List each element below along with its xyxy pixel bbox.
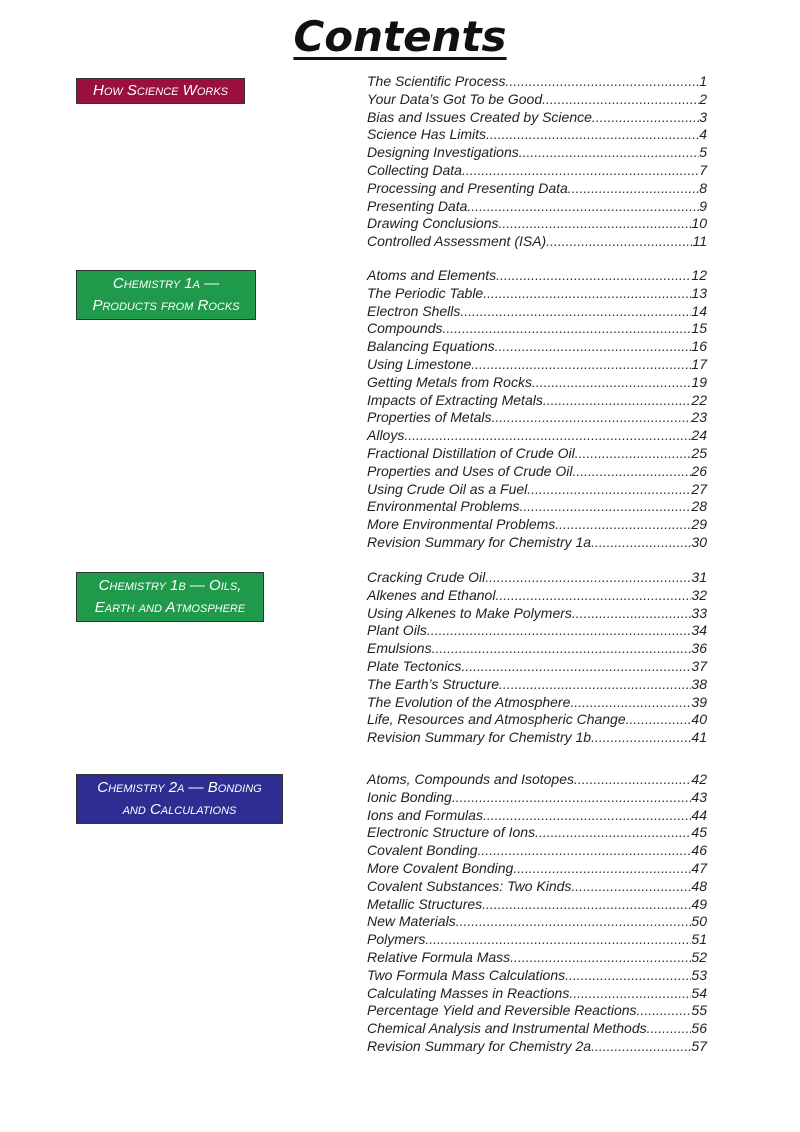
toc-entry-title: Two Formula Mass Calculations	[367, 966, 566, 983]
toc-entry-title: Drawing Conclusions	[367, 215, 499, 232]
dot-leader	[647, 1020, 692, 1038]
toc-entry-page: 41	[691, 729, 707, 746]
toc-entry[interactable]	[367, 144, 707, 162]
toc-entry-page: 54	[691, 984, 707, 1001]
toc-entry[interactable]	[367, 73, 707, 91]
toc-entry[interactable]	[367, 896, 707, 914]
toc-entry[interactable]	[367, 658, 707, 676]
dot-leader	[513, 860, 691, 878]
toc-entry-title: The Periodic Table	[367, 284, 484, 301]
toc-entry-title: Fractional Distillation of Crude Oil	[367, 444, 575, 461]
dot-leader	[460, 303, 691, 321]
dot-leader	[520, 498, 692, 516]
toc-entry[interactable]	[367, 931, 707, 949]
toc-entry[interactable]	[367, 534, 707, 552]
dot-leader	[572, 605, 692, 623]
section-heading-line: Earth and Atmosphere	[94, 599, 246, 616]
toc-entry[interactable]	[367, 233, 707, 251]
toc-entry[interactable]	[367, 967, 707, 985]
toc-entry-page: 48	[691, 877, 707, 894]
toc-entry-page: 23	[691, 409, 707, 426]
dot-leader	[483, 807, 691, 825]
toc-entry-title: Presenting Data	[367, 197, 468, 214]
dot-leader	[427, 622, 692, 640]
dot-leader	[495, 338, 692, 356]
dot-leader	[571, 878, 691, 896]
toc-entry-page: 25	[691, 444, 707, 461]
toc-entry-page: 40	[691, 711, 707, 728]
toc-entry-page: 38	[691, 675, 707, 692]
dot-leader	[456, 913, 692, 931]
toc-entry[interactable]	[367, 215, 707, 233]
toc-entry-title: Metallic Structures	[367, 895, 483, 912]
toc-entry[interactable]	[367, 985, 707, 1003]
toc-entry[interactable]	[367, 605, 707, 623]
toc-entry[interactable]	[367, 807, 707, 825]
dot-leader	[495, 587, 691, 605]
toc-entry[interactable]	[367, 824, 707, 842]
dot-leader	[471, 356, 691, 374]
dot-leader	[486, 126, 699, 144]
toc-entry-page: 36	[691, 640, 707, 657]
toc-entry-page: 29	[691, 516, 707, 533]
toc-entry[interactable]	[367, 587, 707, 605]
dot-leader	[485, 569, 691, 587]
toc-entry-title: Designing Investigations	[367, 144, 519, 161]
toc-entry-page: 14	[691, 302, 707, 319]
toc-entry[interactable]	[367, 356, 707, 374]
toc-entry-title: Relative Formula Mass	[367, 948, 511, 965]
toc-entry-page: 30	[691, 533, 707, 550]
dot-leader	[483, 285, 691, 303]
dot-leader	[568, 180, 699, 198]
page-title-text: Contents	[293, 12, 507, 61]
dot-leader	[535, 824, 691, 842]
toc-entry-title: Science Has Limits	[367, 126, 487, 143]
toc-entry-title: Polymers	[367, 931, 426, 948]
toc-entry-title: Covalent Bonding	[367, 842, 478, 859]
toc-entry-page: 4	[699, 126, 707, 143]
dot-leader	[546, 233, 692, 251]
toc-entry[interactable]	[367, 1020, 707, 1038]
toc-entry[interactable]	[367, 285, 707, 303]
section-heading-line: and Calculations	[122, 801, 237, 818]
toc-entry-title: Impacts of Extracting Metals	[367, 391, 543, 408]
toc-entry[interactable]	[367, 729, 707, 747]
toc-entry[interactable]	[367, 338, 707, 356]
toc-entry[interactable]	[367, 949, 707, 967]
toc-entry-page: 12	[691, 267, 707, 283]
toc-entry-title: Alkenes and Ethanol	[367, 586, 496, 603]
dot-leader	[570, 694, 691, 712]
toc-entry[interactable]	[367, 109, 707, 127]
toc-entry-page: 2	[699, 90, 707, 107]
toc-entry[interactable]	[367, 789, 707, 807]
toc-entry[interactable]	[367, 392, 707, 410]
toc-list-how-science-works	[367, 73, 707, 251]
toc-entry-page: 57	[691, 1037, 707, 1054]
dot-leader	[591, 729, 691, 747]
toc-entry-page: 10	[691, 215, 707, 232]
section-heading-line: Chemistry 1b — Oils,	[98, 577, 242, 594]
toc-entry-title: Plate Tectonics	[367, 657, 462, 674]
dot-leader	[510, 949, 691, 967]
toc-entry-title: More Environmental Problems	[367, 516, 556, 533]
toc-entry-title: Revision Summary for Chemistry 1a	[367, 533, 592, 550]
dot-leader	[555, 516, 691, 534]
toc-entry-page: 26	[691, 462, 707, 479]
toc-entry-title: Chemical Analysis and Instrumental Methods	[367, 1020, 647, 1037]
dot-leader	[637, 1002, 692, 1020]
toc-entry-page: 3	[699, 108, 707, 125]
toc-entry-title: Emulsions	[367, 640, 432, 657]
toc-entry[interactable]	[367, 463, 707, 481]
toc-entry-title: Ions and Formulas	[367, 806, 483, 823]
toc-entry-page: 27	[691, 480, 707, 497]
toc-entry-page: 52	[691, 948, 707, 965]
dot-leader	[506, 73, 700, 91]
toc-entry-title: Revision Summary for Chemistry 2a	[367, 1037, 592, 1054]
toc-entry-title: The Scientific Process	[367, 73, 506, 89]
toc-entry-title: Using Alkenes to Make Polymers	[367, 604, 572, 621]
toc-entry[interactable]	[367, 91, 707, 109]
dot-leader	[462, 162, 699, 180]
toc-entry-page: 37	[691, 657, 707, 674]
toc-entry-page: 22	[691, 391, 707, 408]
toc-entry[interactable]	[367, 640, 707, 658]
toc-entry[interactable]	[367, 842, 707, 860]
toc-entry-title: Electronic Structure of Ions	[367, 824, 536, 841]
toc-entry[interactable]	[367, 180, 707, 198]
toc-entry[interactable]	[367, 622, 707, 640]
dot-leader	[443, 320, 692, 338]
toc-entry-title: Getting Metals from Rocks	[367, 373, 532, 390]
dot-leader	[532, 374, 691, 392]
toc-entry[interactable]	[367, 860, 707, 878]
toc-entry-title: Plant Oils	[367, 622, 427, 639]
dot-leader	[492, 409, 692, 427]
dot-leader	[404, 427, 691, 445]
toc-entry[interactable]	[367, 126, 707, 144]
toc-entry-title: The Evolution of the Atmosphere	[367, 693, 571, 710]
toc-entry-page: 15	[691, 320, 707, 337]
toc-entry-title: The Earth’s Structure	[367, 675, 500, 692]
dot-leader	[572, 463, 691, 481]
toc-entry[interactable]	[367, 878, 707, 896]
toc-entry-page: 13	[691, 284, 707, 301]
toc-entry-page: 47	[691, 859, 707, 876]
toc-entry[interactable]	[367, 771, 707, 789]
toc-entry-page: 32	[691, 586, 707, 603]
toc-entry-page: 42	[691, 771, 707, 787]
dot-leader	[574, 771, 691, 789]
toc-entry-page: 8	[699, 179, 707, 196]
section-heading-line: Chemistry 2a — Bonding	[97, 779, 262, 796]
toc-entry-page: 51	[691, 931, 707, 948]
toc-entry[interactable]	[367, 162, 707, 180]
dot-leader	[542, 91, 699, 109]
toc-entry-page: 1	[699, 73, 707, 89]
toc-entry-page: 5	[699, 144, 707, 161]
toc-entry[interactable]	[367, 569, 707, 587]
toc-entry-title: Environmental Problems	[367, 498, 520, 515]
toc-entry[interactable]	[367, 694, 707, 712]
toc-entry[interactable]	[367, 445, 707, 463]
toc-list-chemistry-1a	[367, 267, 707, 552]
toc-entry[interactable]	[367, 1038, 707, 1056]
toc-entry-page: 9	[699, 197, 707, 214]
dot-leader	[467, 198, 699, 216]
toc-entry-title: Electron Shells	[367, 302, 461, 319]
dot-leader	[565, 967, 691, 985]
toc-entry-title: Atoms and Elements	[367, 267, 497, 283]
toc-entry-page: 34	[691, 622, 707, 639]
dot-leader	[592, 109, 699, 127]
toc-entry-title: Using Crude Oil as a Fuel	[367, 480, 528, 497]
toc-entry-page: 46	[691, 842, 707, 859]
toc-entry-title: Processing and Presenting Data	[367, 179, 568, 196]
toc-entry-title: More Covalent Bonding	[367, 859, 514, 876]
toc-entry-title: Properties and Uses of Crude Oil	[367, 462, 573, 479]
dot-leader	[425, 931, 691, 949]
toc-entry-title: Alloys	[367, 427, 405, 444]
toc-entry-title: Using Limestone	[367, 355, 472, 372]
toc-entry-page: 24	[691, 427, 707, 444]
dot-leader	[499, 215, 692, 233]
toc-entry-page: 33	[691, 604, 707, 621]
toc-entry[interactable]	[367, 913, 707, 931]
section-heading-chemistry-1a	[76, 270, 256, 320]
toc-entry[interactable]	[367, 374, 707, 392]
page-title	[0, 12, 800, 61]
toc-entry-page: 43	[691, 788, 707, 805]
toc-entry-title: New Materials	[367, 913, 456, 930]
dot-leader	[543, 392, 692, 410]
dot-leader	[452, 789, 692, 807]
toc-entry[interactable]	[367, 198, 707, 216]
dot-leader	[569, 985, 691, 1003]
section-heading-how-science-works	[76, 78, 245, 104]
dot-leader	[499, 676, 691, 694]
dot-leader	[519, 144, 699, 162]
toc-entry-page: 49	[691, 895, 707, 912]
toc-entry-page: 11	[692, 233, 707, 250]
toc-entry[interactable]	[367, 320, 707, 338]
toc-entry-title: Compounds	[367, 320, 443, 337]
toc-entry-page: 53	[691, 966, 707, 983]
toc-entry-title: Atoms, Compounds and Isotopes	[367, 771, 575, 787]
toc-entry-page: 44	[691, 806, 707, 823]
toc-entry-page: 19	[691, 373, 707, 390]
toc-entry-page: 45	[691, 824, 707, 841]
toc-entry-page: 50	[691, 913, 707, 930]
toc-entry-page: 16	[691, 338, 707, 355]
dot-leader	[591, 1038, 691, 1056]
section-heading-line: Products from Rocks	[92, 297, 240, 314]
toc-entry-title: Cracking Crude Oil	[367, 569, 486, 585]
section-heading-chemistry-2a	[76, 774, 283, 824]
dot-leader	[461, 658, 691, 676]
toc-entry[interactable]	[367, 481, 707, 499]
toc-entry-page: 55	[691, 1002, 707, 1019]
toc-entry[interactable]	[367, 711, 707, 729]
toc-entry-page: 7	[699, 161, 707, 178]
toc-entry[interactable]	[367, 498, 707, 516]
toc-entry-title: Calculating Masses in Reactions	[367, 984, 570, 1001]
dot-leader	[478, 842, 692, 860]
section-heading-line: How Science Works	[92, 82, 228, 99]
dot-leader	[527, 481, 691, 499]
toc-entry-title: Properties of Metals	[367, 409, 492, 426]
dot-leader	[482, 896, 691, 914]
toc-list-chemistry-2a	[367, 771, 707, 1056]
dot-leader	[575, 445, 692, 463]
section-heading-chemistry-1b	[76, 572, 264, 622]
toc-entry-title: Revision Summary for Chemistry 1b	[367, 729, 592, 746]
section-heading-line: Chemistry 1a —	[112, 275, 220, 292]
dot-leader	[432, 640, 692, 658]
dot-leader	[626, 711, 692, 729]
dot-leader	[591, 534, 691, 552]
toc-list-chemistry-1b	[367, 569, 707, 747]
toc-entry[interactable]	[367, 427, 707, 445]
toc-entry[interactable]	[367, 409, 707, 427]
toc-entry[interactable]	[367, 516, 707, 534]
toc-entry-page: 56	[691, 1020, 707, 1037]
toc-entry-title: Collecting Data	[367, 161, 462, 178]
toc-entry-title: Life, Resources and Atmospheric Change	[367, 711, 626, 728]
toc-entry-title: Percentage Yield and Reversible Reactions	[367, 1002, 637, 1019]
toc-entry-page: 31	[691, 569, 707, 585]
toc-entry-title: Covalent Substances: Two Kinds	[367, 877, 572, 894]
toc-entry[interactable]	[367, 1002, 707, 1020]
toc-entry[interactable]	[367, 676, 707, 694]
toc-entry-page: 39	[691, 693, 707, 710]
toc-entry-title: Ionic Bonding	[367, 788, 452, 805]
toc-entry-title: Bias and Issues Created by Science	[367, 108, 592, 125]
toc-entry[interactable]	[367, 303, 707, 321]
toc-entry-title: Balancing Equations	[367, 338, 495, 355]
toc-entry-page: 28	[691, 498, 707, 515]
toc-entry-title: Your Data’s Got To be Good	[367, 90, 543, 107]
toc-entry-page: 17	[691, 355, 707, 372]
toc-entry-title: Controlled Assessment (ISA)	[367, 233, 547, 250]
dot-leader	[496, 267, 691, 285]
toc-entry[interactable]	[367, 267, 707, 285]
